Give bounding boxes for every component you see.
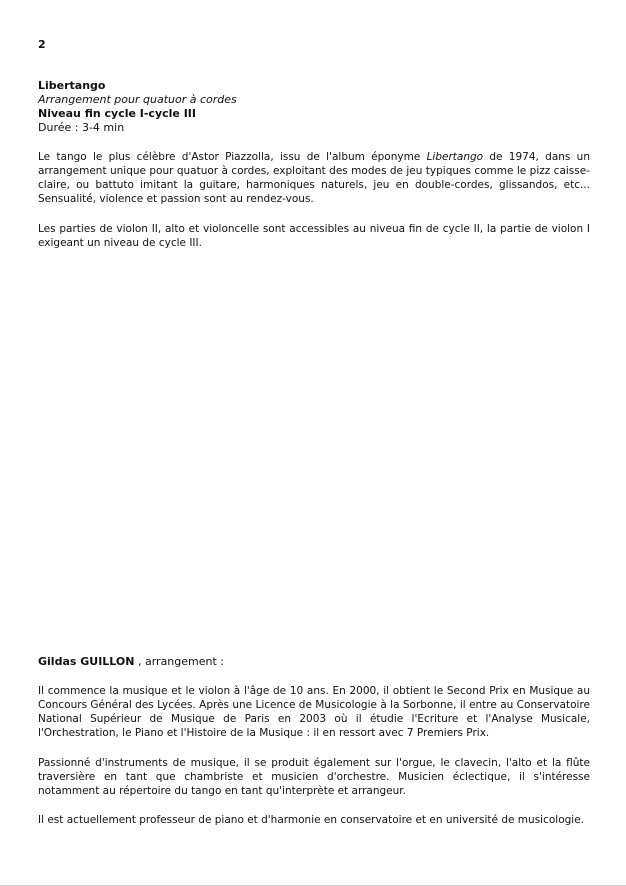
parts-level-description: Les parties de violon II, alto et violoncelle sont accessibles au niveua fin de cycle II, la partie de violon I exigeant un niveau de cycle III. — [38, 223, 590, 249]
author-bio-paragraph-2: Passionné d'instruments de musique, il se produit également sur l'orgue, le clavecin, l'alto et la flûte traversière en tant que chambriste et musicien d'orchestre. Musicien éclectique, il s'intéresse notamment au répertoire du tango en tant qu'interprète et arrangeur. — [38, 757, 590, 797]
description-part2: de 1974, dans un arrangement unique pour quatuor à cordes, exploitant des modes de jeu typiques comme le pizz caisse-claire, ou battuto imitant la guitare, harmoniques naturels, jeu en double-cordes, glissandos, etc... Sensualité, violence et passion sont au rendez-vous. — [38, 151, 590, 205]
author-heading — [38, 655, 224, 669]
piece-duration: Durée : 3-4 min — [38, 121, 125, 134]
author-role: , arrangement : — [134, 655, 224, 668]
piece-header — [38, 79, 588, 135]
description-part1: Le tango le plus célèbre d'Astor Piazzolla, issu de l'album éponyme — [38, 151, 427, 163]
piece-title: Libertango — [38, 79, 106, 92]
page-number: 2 — [38, 38, 46, 51]
author-name: Gildas GUILLON — [38, 655, 135, 668]
author-bio-paragraph-1: Il commence la musique et le violon à l'âge de 10 ans. En 2000, il obtient le Second Prix en Musique au Concours Général des Lycées. Après une Licence de Musicologie à la Sorbonne, il entre au Conservatoire National Supérieur de Musique de Paris en 2003 où il étudie l'Ecriture et l'Analyse Musicale, l'Orchestration, le Piano et l'Histoire de la Musique : il en ressort avec 7 Premiers Prix. — [38, 685, 590, 739]
album-title: Libertango — [426, 151, 484, 163]
piece-level: Niveau fin cycle I-cycle III — [38, 107, 196, 120]
piece-subtitle: Arrangement pour quatuor à cordes — [38, 93, 237, 106]
author-bio-paragraph-3: Il est actuellement professeur de piano et d'harmonie en conservatoire et en université de musicologie. — [38, 814, 584, 826]
piece-description — [38, 150, 590, 206]
